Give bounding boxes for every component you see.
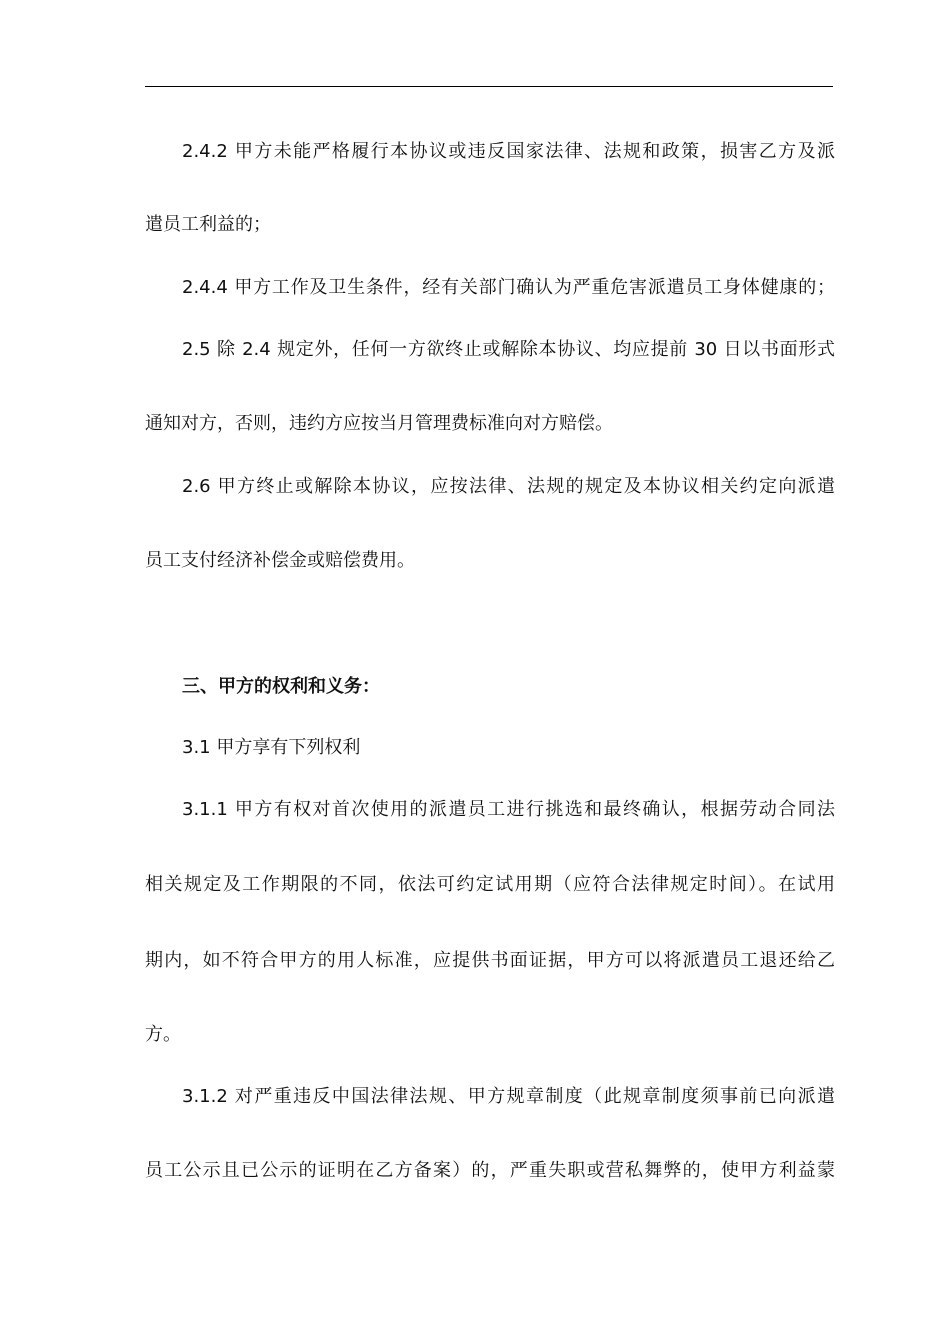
clause-2-6-line-2: 员工支付经济补偿金或赔偿费用。 <box>145 550 415 571</box>
section-3-heading: 三、甲方的权利和义务： <box>182 676 380 697</box>
clause-3-1-2-line-2: 员工公示且已公示的证明在乙方备案）的，严重失职或营私舞弊的，使甲方利益蒙 <box>145 1160 835 1181</box>
clause-3-1-1-line-1: 3.1.1 甲方有权对首次使用的派遣员工进行挑选和最终确认，根据劳动合同法 <box>182 799 835 820</box>
clause-2-4-2-line-1: 2.4.2 甲方未能严格履行本协议或违反国家法律、法规和政策，损害乙方及派 <box>182 141 835 162</box>
clause-3-1-1-line-4: 方。 <box>145 1024 181 1045</box>
clause-3-1-2-line-1: 3.1.2 对严重违反中国法律法规、甲方规章制度（此规章制度须事前已向派遣 <box>182 1086 835 1107</box>
clause-3-1: 3.1 甲方享有下列权利 <box>182 737 361 758</box>
clause-2-5-line-1: 2.5 除 2.4 规定外，任何一方欲终止或解除本协议、均应提前 30 日以书面形式 <box>182 339 835 360</box>
clause-2-6-line-1: 2.6 甲方终止或解除本协议，应按法律、法规的规定及本协议相关约定向派遣 <box>182 476 835 497</box>
clause-3-1-1-line-2: 相关规定及工作期限的不同，依法可约定试用期（应符合法律规定时间）。在试用 <box>145 874 835 895</box>
clause-3-1-1-line-3: 期内，如不符合甲方的用人标准，应提供书面证据，甲方可以将派遣员工退还给乙 <box>145 950 835 971</box>
clause-2-4-4: 2.4.4 甲方工作及卫生条件，经有关部门确认为严重危害派遣员工身体健康的； <box>182 277 835 298</box>
clause-2-5-line-2: 通知对方，否则，违约方应按当月管理费标准向对方赔偿。 <box>145 413 613 434</box>
clause-2-4-2-line-2: 遣员工利益的； <box>145 214 271 235</box>
header-rule <box>145 86 833 87</box>
